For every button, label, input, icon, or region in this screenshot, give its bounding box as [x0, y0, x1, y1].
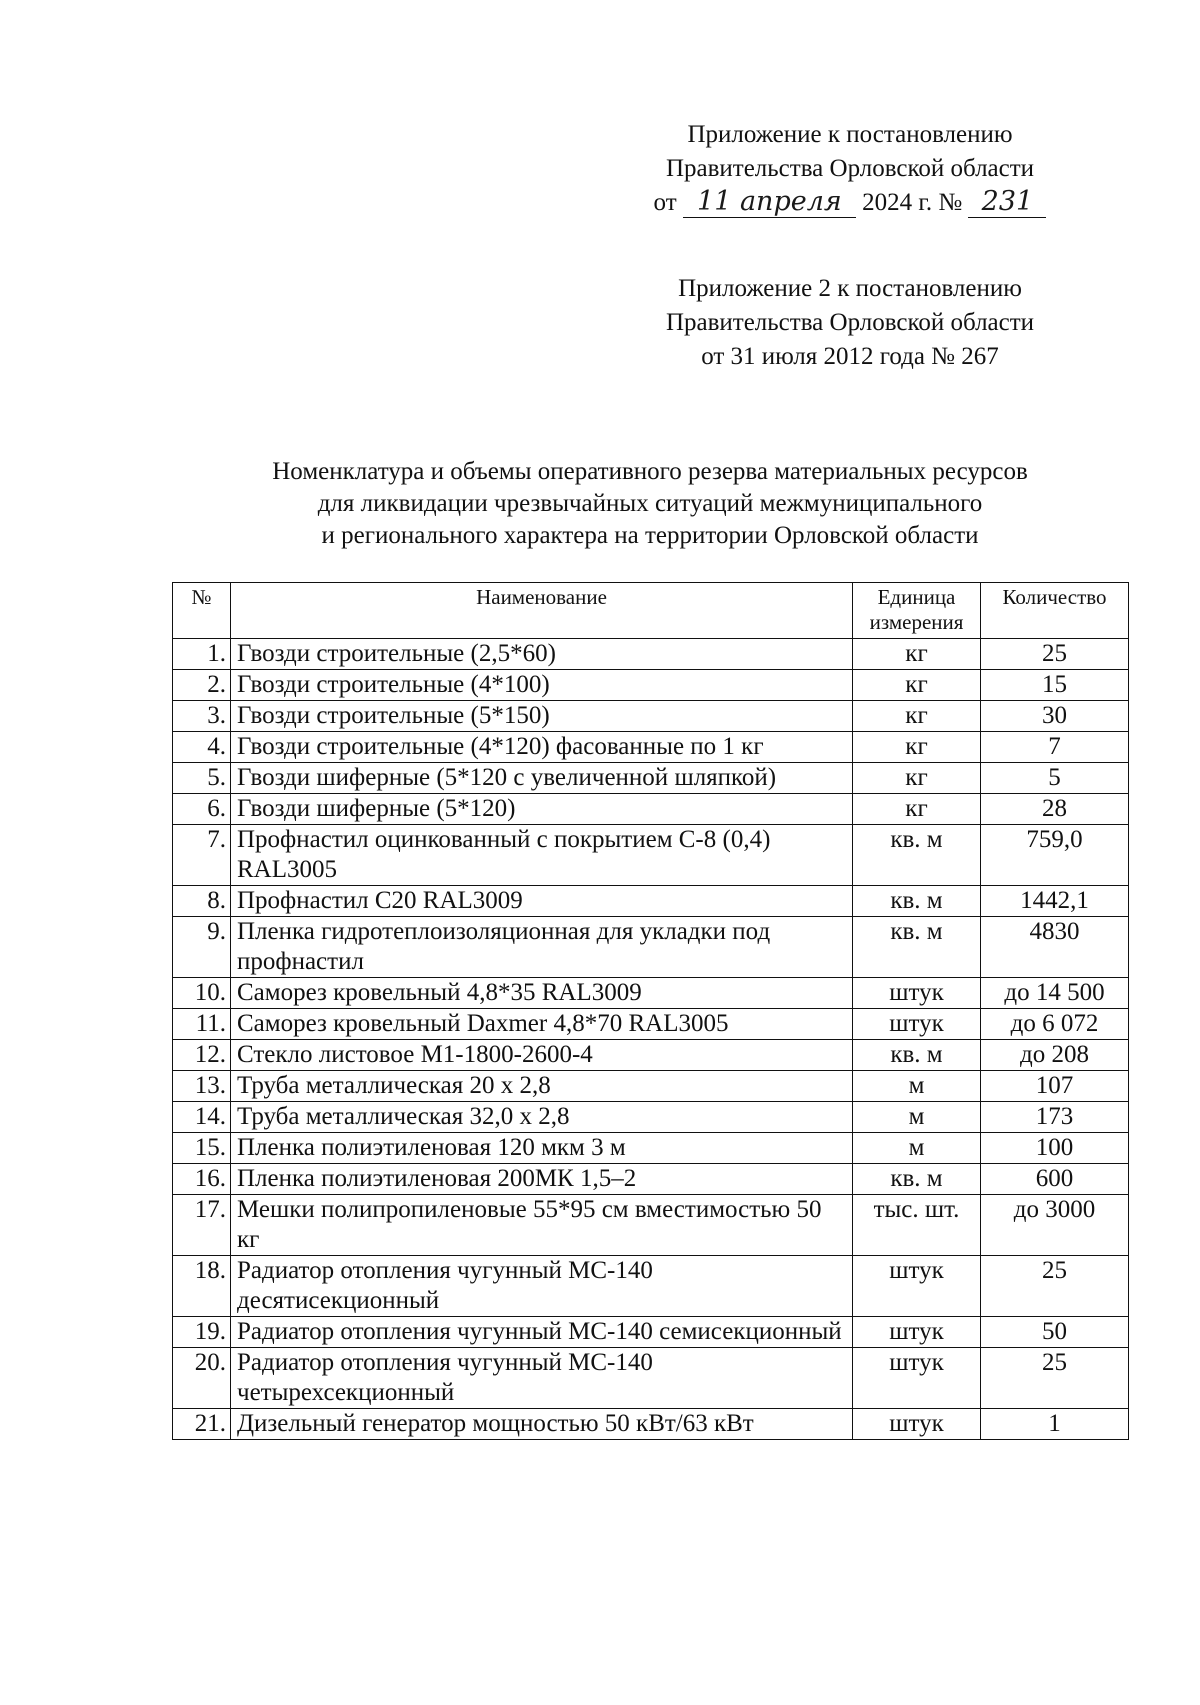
- row-unit: штук: [853, 978, 981, 1009]
- row-quantity: до 14 500: [981, 978, 1129, 1009]
- row-quantity: 4830: [981, 917, 1129, 978]
- row-unit: кг: [853, 763, 981, 794]
- row-unit: кг: [853, 670, 981, 701]
- appendix-header: [600, 118, 1100, 220]
- row-number: 1.: [173, 639, 231, 670]
- row-name: Радиатор отопления чугунный МС-140 семисекционный: [231, 1317, 853, 1348]
- row-quantity: 107: [981, 1071, 1129, 1102]
- row-number: 18.: [173, 1256, 231, 1317]
- row-unit: кв. м: [853, 825, 981, 886]
- row-name: Пленка полиэтиленовая 200МК 1,5–2: [231, 1164, 853, 1195]
- row-name: Профнастил С20 RAL3009: [231, 886, 853, 917]
- header-unit: Единица измерения: [853, 583, 981, 639]
- original-appendix-header: [600, 272, 1100, 374]
- table-row: [173, 917, 1129, 978]
- row-unit: кг: [853, 639, 981, 670]
- table-row: [173, 1256, 1129, 1317]
- appendix-header-line2: Правительства Орловской области: [665, 155, 1035, 182]
- row-name: Гвозди строительные (2,5*60): [231, 639, 853, 670]
- row-quantity: 1: [981, 1409, 1129, 1440]
- row-name: Саморез кровельный Daxmer 4,8*70 RAL3005: [231, 1009, 853, 1040]
- row-number: 13.: [173, 1071, 231, 1102]
- row-name: Гвозди строительные (5*150): [231, 701, 853, 732]
- row-unit: кв. м: [853, 917, 981, 978]
- row-quantity: 173: [981, 1102, 1129, 1133]
- row-quantity: 1442,1: [981, 886, 1129, 917]
- row-name: Гвозди шиферные (5*120): [231, 794, 853, 825]
- row-number: 12.: [173, 1040, 231, 1071]
- reserve-table: [172, 582, 1129, 1440]
- row-unit: штук: [853, 1009, 981, 1040]
- handwritten-number: 231: [968, 187, 1046, 218]
- row-number: 17.: [173, 1195, 231, 1256]
- row-quantity: до 3000: [981, 1195, 1129, 1256]
- row-name: Гвозди строительные (4*120) фасованные по 1 кг: [231, 732, 853, 763]
- row-name: Мешки полипропиленовые 55*95 см вместимостью 50 кг: [231, 1195, 853, 1256]
- row-unit: штук: [853, 1256, 981, 1317]
- row-unit: штук: [853, 1409, 981, 1440]
- title-line2: для ликвидации чрезвычайных ситуаций межмуниципального: [317, 490, 983, 517]
- row-unit: кг: [853, 732, 981, 763]
- row-number: 10.: [173, 978, 231, 1009]
- document-title: [170, 456, 1130, 552]
- row-number: 6.: [173, 794, 231, 825]
- row-unit: кв. м: [853, 1040, 981, 1071]
- row-quantity: 15: [981, 670, 1129, 701]
- row-number: 15.: [173, 1133, 231, 1164]
- row-quantity: 30: [981, 701, 1129, 732]
- table-row: [173, 1133, 1129, 1164]
- row-name: Профнастил оцинкованный с покрытием С-8 (0,4) RAL3005: [231, 825, 853, 886]
- row-unit: кв. м: [853, 886, 981, 917]
- table-row: [173, 670, 1129, 701]
- table-row: [173, 763, 1129, 794]
- row-number: 5.: [173, 763, 231, 794]
- row-name: Стекло листовое М1-1800-2600-4: [231, 1040, 853, 1071]
- table-row: [173, 825, 1129, 886]
- row-quantity: 25: [981, 1256, 1129, 1317]
- original-appendix-line2: Правительства Орловской области: [665, 309, 1035, 336]
- row-name: Труба металлическая 32,0 х 2,8: [231, 1102, 853, 1133]
- table-header-row: [173, 583, 1129, 639]
- row-name: Гвозди шиферные (5*120 с увеличенной шляпкой): [231, 763, 853, 794]
- row-name: Гвозди строительные (4*100): [231, 670, 853, 701]
- row-unit: кв. м: [853, 1164, 981, 1195]
- table-row: [173, 978, 1129, 1009]
- row-quantity: 28: [981, 794, 1129, 825]
- row-name: Радиатор отопления чугунный МС-140 четырехсекционный: [231, 1348, 853, 1409]
- appendix-header-line1: Приложение к постановлению: [687, 121, 1013, 148]
- table-row: [173, 732, 1129, 763]
- row-number: 4.: [173, 732, 231, 763]
- table-row: [173, 701, 1129, 732]
- table-row: [173, 1102, 1129, 1133]
- table-row: [173, 639, 1129, 670]
- row-unit: м: [853, 1133, 981, 1164]
- row-number: 7.: [173, 825, 231, 886]
- table-row: [173, 794, 1129, 825]
- row-number: 9.: [173, 917, 231, 978]
- appendix-header-line3: [600, 186, 1100, 220]
- table-row: [173, 1071, 1129, 1102]
- row-unit: штук: [853, 1317, 981, 1348]
- row-name: Радиатор отопления чугунный МС-140 десятисекционный: [231, 1256, 853, 1317]
- row-unit: тыс. шт.: [853, 1195, 981, 1256]
- row-number: 21.: [173, 1409, 231, 1440]
- row-name: Пленка гидротеплоизоляционная для укладки под профнастил: [231, 917, 853, 978]
- row-quantity: 7: [981, 732, 1129, 763]
- table-row: [173, 1348, 1129, 1409]
- row-quantity: 600: [981, 1164, 1129, 1195]
- row-number: 3.: [173, 701, 231, 732]
- table-row: [173, 1009, 1129, 1040]
- row-unit: штук: [853, 1348, 981, 1409]
- row-quantity: до 6 072: [981, 1009, 1129, 1040]
- row-number: 16.: [173, 1164, 231, 1195]
- row-quantity: 50: [981, 1317, 1129, 1348]
- row-number: 8.: [173, 886, 231, 917]
- row-unit: м: [853, 1071, 981, 1102]
- title-line1: Номенклатура и объемы оперативного резерва материальных ресурсов: [272, 458, 1028, 485]
- header-number: №: [173, 583, 231, 639]
- table-body: [173, 639, 1129, 1440]
- row-number: 2.: [173, 670, 231, 701]
- row-quantity: 100: [981, 1133, 1129, 1164]
- date-prefix: от: [653, 189, 677, 216]
- row-quantity: 25: [981, 1348, 1129, 1409]
- row-name: Пленка полиэтиленовая 120 мкм 3 м: [231, 1133, 853, 1164]
- table-row: [173, 1164, 1129, 1195]
- row-unit: кг: [853, 701, 981, 732]
- table-row: [173, 1040, 1129, 1071]
- row-quantity: 759,0: [981, 825, 1129, 886]
- table-row: [173, 886, 1129, 917]
- row-quantity: 25: [981, 639, 1129, 670]
- table-row: [173, 1409, 1129, 1440]
- row-number: 14.: [173, 1102, 231, 1133]
- handwritten-date: 11 апреля: [683, 187, 856, 218]
- table-row: [173, 1195, 1129, 1256]
- row-number: 20.: [173, 1348, 231, 1409]
- row-name: Дизельный генератор мощностью 50 кВт/63 кВт: [231, 1409, 853, 1440]
- row-name: Труба металлическая 20 х 2,8: [231, 1071, 853, 1102]
- title-line3: и регионального характера на территории Орловской области: [321, 522, 979, 549]
- row-quantity: до 208: [981, 1040, 1129, 1071]
- row-number: 11.: [173, 1009, 231, 1040]
- row-unit: м: [853, 1102, 981, 1133]
- original-appendix-line3: от 31 июля 2012 года № 267: [701, 343, 999, 370]
- header-quantity: Количество: [981, 583, 1129, 639]
- header-name: Наименование: [231, 583, 853, 639]
- table-row: [173, 1317, 1129, 1348]
- row-name: Саморез кровельный 4,8*35 RAL3009: [231, 978, 853, 1009]
- row-unit: кг: [853, 794, 981, 825]
- original-appendix-line1: Приложение 2 к постановлению: [678, 275, 1022, 302]
- row-number: 19.: [173, 1317, 231, 1348]
- year-number-label: 2024 г. №: [862, 189, 963, 216]
- row-quantity: 5: [981, 763, 1129, 794]
